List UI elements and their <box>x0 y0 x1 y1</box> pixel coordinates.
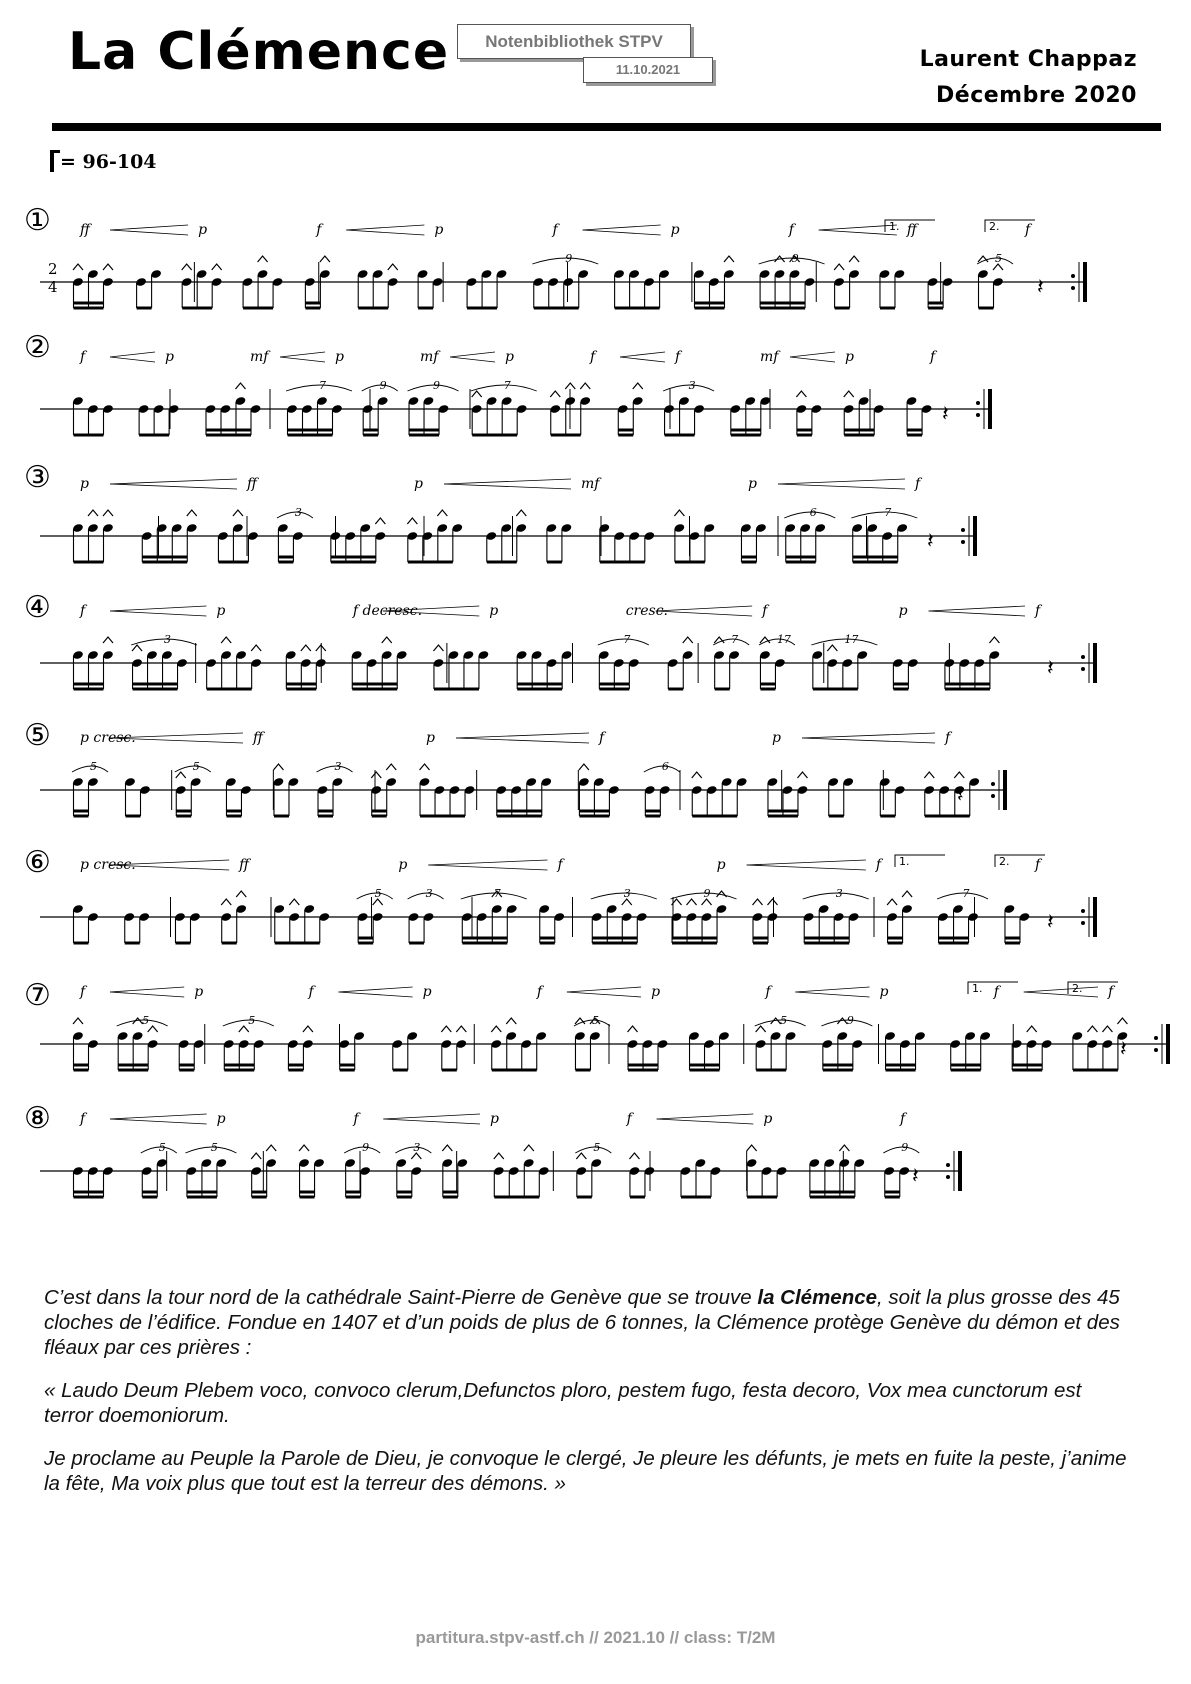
accent-mark <box>221 899 231 905</box>
dynamic-marking: p <box>422 984 432 1000</box>
hairpin <box>383 1114 480 1119</box>
hairpin <box>656 611 752 616</box>
dynamic-marking: f <box>930 349 936 365</box>
accent-mark <box>796 391 806 397</box>
accent-mark <box>273 764 283 770</box>
hairpin <box>450 352 495 357</box>
hairpin <box>110 352 155 357</box>
dynamic-marking: p <box>165 349 174 365</box>
accent-mark <box>887 899 897 905</box>
dynamic-marking: p <box>772 730 781 746</box>
accent-mark <box>628 1026 638 1032</box>
accent-mark <box>550 391 560 397</box>
stamp-date: 11.10.2021 <box>583 57 713 83</box>
accent-mark <box>633 383 643 389</box>
tuplet-number: 5 <box>192 760 200 773</box>
accent-mark <box>456 1026 466 1032</box>
volta-label: 2. <box>999 855 1010 868</box>
accent-mark <box>506 1018 516 1024</box>
description-paragraph-3: Je proclame au Peuple la Parole de Dieu, je convoque le clergé, Je pleure les défunts, je mets en fuite la peste, j’anime la fête, Ma voix plus que tout est la terreur des démons. » <box>44 1447 1127 1495</box>
tuplet-number: 5 <box>374 887 382 900</box>
description-paragraph-2: « Laudo Deum Plebem voco, convoco clerum,Defunctos ploro, pestem fugo, festa decoro, Vox mea cunctorum est terror doemoniorum. <box>44 1379 1082 1427</box>
tuplet-number: 5 <box>210 1141 218 1154</box>
dynamic-marking: f <box>945 730 951 746</box>
repeat-dot <box>1071 274 1075 278</box>
dynamic-marking: p <box>216 603 226 619</box>
dynamic-marking: f <box>308 984 314 1000</box>
hairpin <box>1024 987 1098 992</box>
hairpin <box>747 860 866 865</box>
accent-mark <box>236 891 246 897</box>
accent-mark <box>320 256 330 262</box>
repeat-dot <box>1071 286 1075 290</box>
accent-mark <box>753 899 763 905</box>
accent-mark <box>233 510 243 516</box>
tuplet-number: 6 <box>809 506 817 519</box>
accent-mark <box>441 1026 451 1032</box>
tuplet-number: 9 <box>791 252 799 265</box>
quarter-rest: 𝄽 <box>927 529 934 554</box>
time-signature-bottom: 4 <box>48 278 58 296</box>
accent-mark <box>386 764 396 770</box>
accent-mark <box>73 1018 83 1024</box>
dynamic-marking: ff <box>239 857 250 873</box>
accent-mark <box>235 383 245 389</box>
dynamic-marking: p <box>845 349 854 365</box>
dynamic-marking: p <box>216 1111 226 1127</box>
tuplet-number: 5 <box>248 1014 256 1027</box>
dynamic-marking: p <box>194 984 204 1000</box>
accent-mark <box>301 645 311 651</box>
tuplet-number: 9 <box>565 252 573 265</box>
dynamic-marking: mf <box>760 349 779 365</box>
hairpin <box>110 1119 207 1124</box>
accent-mark <box>258 256 268 262</box>
repeat-dot <box>946 1163 950 1167</box>
hairpin <box>444 479 571 484</box>
accent-mark <box>565 383 575 389</box>
dynamic-marking: f <box>1035 603 1041 619</box>
dynamic-marking: p <box>763 1111 773 1127</box>
tuplet-number: 3 <box>294 506 302 519</box>
accent-mark <box>407 518 417 524</box>
repeat-dot <box>1081 921 1085 925</box>
accent-mark <box>437 510 447 516</box>
bell-name: la Clémence <box>757 1286 878 1309</box>
hairpin <box>110 479 237 484</box>
hairpin <box>110 611 206 616</box>
accent-mark <box>629 1153 639 1159</box>
repeat-dot <box>1081 655 1085 659</box>
hairpin <box>456 738 589 743</box>
quarter-rest: 𝄽 <box>942 402 949 427</box>
hairpin <box>567 992 641 997</box>
accent-mark <box>849 256 859 262</box>
accent-mark <box>1087 1026 1097 1032</box>
accent-mark <box>239 1026 249 1032</box>
accent-mark <box>221 637 231 643</box>
repeat-dot <box>961 540 965 544</box>
accent-mark <box>388 264 398 270</box>
tuplet-number: 7 <box>493 887 501 900</box>
dynamic-marking: f <box>788 222 794 238</box>
system-number: ⑥ <box>24 845 51 880</box>
volta-label: 1. <box>899 855 910 868</box>
accent-mark <box>687 899 697 905</box>
hairpin <box>747 865 866 870</box>
accent-mark <box>420 764 430 770</box>
tuplet-number: 9 <box>433 379 441 392</box>
tuplet-number: 7 <box>503 379 511 392</box>
dynamic-marking: ff <box>253 730 263 746</box>
hairpin <box>620 357 665 362</box>
dynamic-marking: f <box>1035 857 1041 873</box>
accent-mark <box>516 510 526 516</box>
dynamic-marking: f <box>1108 984 1114 1000</box>
dynamic-marking: f <box>626 1111 632 1127</box>
accent-mark <box>371 772 381 778</box>
accent-mark <box>73 264 83 270</box>
dynamic-marking: mf <box>420 349 439 365</box>
accent-mark <box>433 645 443 651</box>
volta-label: 2. <box>1072 982 1083 995</box>
dynamic-marking: f <box>80 1111 86 1127</box>
hairpin <box>280 352 325 357</box>
dynamic-marking: f <box>900 1111 906 1127</box>
tuplet-number: 9 <box>901 1141 909 1154</box>
hairpin <box>656 606 752 611</box>
accent-mark <box>187 510 197 516</box>
hairpin <box>929 606 1025 611</box>
dynamic-marking: p <box>505 349 514 365</box>
accent-mark <box>924 772 934 778</box>
dynamic-marking: f <box>536 984 543 1000</box>
system-number: ① <box>24 203 51 238</box>
volta-label: 1. <box>889 220 900 233</box>
tuplet-number: 7 <box>623 633 631 646</box>
accent-mark <box>1027 1026 1037 1032</box>
dynamic-marking: p <box>414 476 423 492</box>
accent-mark <box>524 1145 534 1151</box>
accent-mark <box>494 1153 504 1159</box>
accent-mark <box>303 1026 313 1032</box>
accent-mark <box>844 391 854 397</box>
dynamic-marking: ff <box>80 222 90 238</box>
quarter-rest: 𝄽 <box>957 783 964 808</box>
tuplet-number: 5 <box>90 760 97 773</box>
quarter-rest: 𝄽 <box>912 1164 919 1189</box>
dynamic-marking: f <box>316 222 322 238</box>
hairpin <box>795 992 869 997</box>
tuplet-number: 3 <box>413 1141 421 1154</box>
dynamic-marking: f <box>80 349 86 365</box>
repeat-dot <box>976 401 980 405</box>
tuplet-number: 7 <box>731 633 739 646</box>
hairpin <box>110 606 206 611</box>
accent-mark <box>579 764 589 770</box>
accent-mark <box>212 264 222 270</box>
accent-mark <box>103 510 113 516</box>
tuplet-number: 9 <box>379 379 387 392</box>
accent-mark <box>768 899 778 905</box>
hairpin <box>795 987 869 992</box>
hairpin <box>110 230 188 235</box>
accent-mark <box>382 637 392 643</box>
accent-mark <box>88 510 98 516</box>
dynamic-marking: mf <box>581 476 600 492</box>
accent-mark <box>266 1145 276 1151</box>
accent-mark <box>299 1145 309 1151</box>
hairpin <box>110 1114 207 1119</box>
hairpin <box>383 1119 480 1124</box>
quarter-rest: 𝄽 <box>1120 1037 1127 1062</box>
dynamic-marking: f <box>557 857 563 873</box>
dynamic-marking: p cresc. <box>80 857 136 873</box>
hairpin <box>620 352 665 357</box>
hairpin <box>778 484 905 489</box>
dynamic-marking: p <box>879 984 889 1000</box>
tuplet-number: 3 <box>334 760 342 773</box>
accent-mark <box>747 1145 757 1151</box>
hairpin <box>338 987 412 992</box>
accent-mark <box>289 899 299 905</box>
hairpin <box>428 860 547 865</box>
accent-mark <box>132 645 142 651</box>
dynamic-marking: ff <box>247 476 257 492</box>
repeat-dot <box>1081 667 1085 671</box>
accent-mark <box>491 1026 501 1032</box>
system-number: ② <box>24 330 51 365</box>
accent-mark <box>442 1145 452 1151</box>
hairpin <box>583 230 661 235</box>
quarter-rest: 𝄽 <box>1037 275 1044 300</box>
dynamic-marking: p <box>80 476 89 492</box>
accent-mark <box>834 264 844 270</box>
accent-mark <box>176 772 186 778</box>
dynamic-marking: p <box>489 603 499 619</box>
hairpin <box>802 733 935 738</box>
tuplet-number: 7 <box>962 887 970 900</box>
tuplet-number: 3 <box>688 379 696 392</box>
hairpin <box>778 479 905 484</box>
dynamic-marking: p cresc. <box>80 730 136 746</box>
dynamic-marking: p <box>434 222 444 238</box>
accent-mark <box>472 391 482 397</box>
description-text <box>44 1285 1134 1514</box>
dynamic-marking: p <box>898 603 908 619</box>
system-number: ⑤ <box>24 718 51 753</box>
hairpin <box>1024 992 1098 997</box>
accent-mark <box>375 518 385 524</box>
tuplet-number: 9 <box>703 887 711 900</box>
dynamic-marking: f <box>915 476 921 492</box>
hairpin <box>110 357 155 362</box>
accent-mark <box>1117 1018 1127 1024</box>
dynamic-marking: p <box>426 730 435 746</box>
repeat-dot <box>1081 909 1085 913</box>
accent-mark <box>580 383 590 389</box>
tempo-value: = 96-104 <box>60 151 157 173</box>
tuplet-number: 5 <box>593 1141 601 1154</box>
dynamic-marking: f decresc. <box>352 603 423 619</box>
dynamic-marking: f <box>590 349 596 365</box>
repeat-dot <box>1154 1048 1158 1052</box>
dynamic-marking: p <box>398 857 408 873</box>
library-stamp: Notenbibliothek STPV <box>457 24 691 59</box>
hairpin <box>790 357 835 362</box>
dynamic-marking: f <box>1025 222 1031 238</box>
system-number: ④ <box>24 590 51 625</box>
tuplet-number: 17 <box>776 633 791 646</box>
hairpin <box>428 865 547 870</box>
tuplet-number: 9 <box>846 1014 854 1027</box>
dynamic-marking: f <box>353 1111 359 1127</box>
description-paragraph-1: C’est dans la tour nord de la cathédrale Saint-Pierre de Genève que se trouve la Clémence, soit la plus grosse des 45 cloches de l’édifice. Fondue en 1407 et d’un poids de plus de 6 tonnes, la Clémence protège Genève du démon et des fléaux par ces prières : <box>44 1286 1120 1359</box>
accent-mark <box>989 637 999 643</box>
hairpin <box>338 992 412 997</box>
tuplet-number: 6 <box>661 760 669 773</box>
hairpin <box>657 1114 754 1119</box>
accent-mark <box>251 645 261 651</box>
hairpin <box>929 611 1025 616</box>
accent-mark <box>674 510 684 516</box>
tuplet-number: 5 <box>591 1014 599 1027</box>
tuplet-number: 5 <box>158 1141 166 1154</box>
composer-name: Laurent Chappaz <box>919 47 1137 72</box>
hairpin <box>444 484 571 489</box>
repeat-dot <box>976 413 980 417</box>
hairpin <box>346 230 424 235</box>
system-number: ⑦ <box>24 978 51 1013</box>
tuplet-number: 7 <box>884 506 892 519</box>
dynamic-marking: p <box>716 857 726 873</box>
hairpin <box>567 987 641 992</box>
dynamic-marking: f <box>875 857 882 873</box>
accent-mark <box>827 645 837 651</box>
hairpin <box>110 987 184 992</box>
repeat-dot <box>991 782 995 786</box>
accent-mark <box>576 1153 586 1159</box>
repeat-dot <box>946 1175 950 1179</box>
accent-mark <box>954 772 964 778</box>
dynamic-marking: p <box>748 476 757 492</box>
accent-mark <box>1102 1026 1112 1032</box>
quarter-rest: 𝄽 <box>1047 910 1054 935</box>
footer-text: partitura.stpv-astf.ch // 2021.10 // class: T/2M <box>415 1628 776 1647</box>
hairpin <box>802 738 935 743</box>
system-number: ⑧ <box>24 1101 51 1136</box>
dynamic-marking: mf <box>250 349 269 365</box>
volta-label: 1. <box>972 982 983 995</box>
dynamic-marking: f <box>80 984 86 1000</box>
dynamic-marking: p <box>335 349 344 365</box>
composition-date: Décembre 2020 <box>936 83 1137 108</box>
dynamic-marking: f <box>552 222 558 238</box>
tuplet-number: 17 <box>844 633 859 646</box>
tuplet-number: 3 <box>623 887 631 900</box>
tuplet-number: 5 <box>995 252 1003 265</box>
dynamic-marking: f <box>675 349 681 365</box>
repeat-dot <box>1154 1036 1158 1040</box>
accent-mark <box>182 264 192 270</box>
dynamic-marking: p <box>490 1111 499 1127</box>
dynamic-marking: p <box>651 984 661 1000</box>
repeat-dot <box>991 794 995 798</box>
system-number: ③ <box>24 460 51 495</box>
dynamic-marking: f <box>80 603 86 619</box>
dynamic-marking: p <box>198 222 208 238</box>
hairpin <box>583 225 661 230</box>
hairpin <box>346 225 424 230</box>
volta-label: 2. <box>989 220 1000 233</box>
accent-mark <box>692 772 702 778</box>
accent-mark <box>683 637 693 643</box>
dynamic-marking: cresc. <box>625 603 669 619</box>
hairpin <box>110 225 188 230</box>
dynamic-marking: f <box>765 984 771 1000</box>
hairpin <box>110 992 184 997</box>
repeat-dot <box>961 528 965 532</box>
tuplet-number: 7 <box>318 379 326 392</box>
hairpin <box>657 1119 754 1124</box>
tuplet-number: 3 <box>835 887 843 900</box>
accent-mark <box>902 891 912 897</box>
accent-mark <box>251 1153 261 1159</box>
dynamic-marking: p <box>670 222 680 238</box>
hairpin <box>456 733 589 738</box>
hairpin <box>450 357 495 362</box>
tuplet-number: 9 <box>362 1141 370 1154</box>
tuplet-number: 5 <box>780 1014 788 1027</box>
accent-mark <box>756 1026 766 1032</box>
accent-mark <box>103 264 113 270</box>
hairpin <box>790 352 835 357</box>
dynamic-marking: f <box>993 984 999 1000</box>
time-signature-top: 2 <box>48 260 58 278</box>
page-title: La Clémence <box>68 22 450 82</box>
accent-mark <box>797 772 807 778</box>
dynamic-marking: f <box>599 730 605 746</box>
tuplet-number: 5 <box>142 1014 150 1027</box>
dynamic-marking: f <box>762 603 768 619</box>
accent-mark <box>724 256 734 262</box>
dynamic-marking: ff <box>906 222 917 238</box>
hairpin <box>110 484 237 489</box>
accent-mark <box>839 1145 849 1151</box>
accent-mark <box>103 637 113 643</box>
tuplet-number: 3 <box>425 887 433 900</box>
quarter-rest: 𝄽 <box>1047 656 1054 681</box>
hairpin <box>280 357 325 362</box>
tuplet-number: 3 <box>164 633 172 646</box>
